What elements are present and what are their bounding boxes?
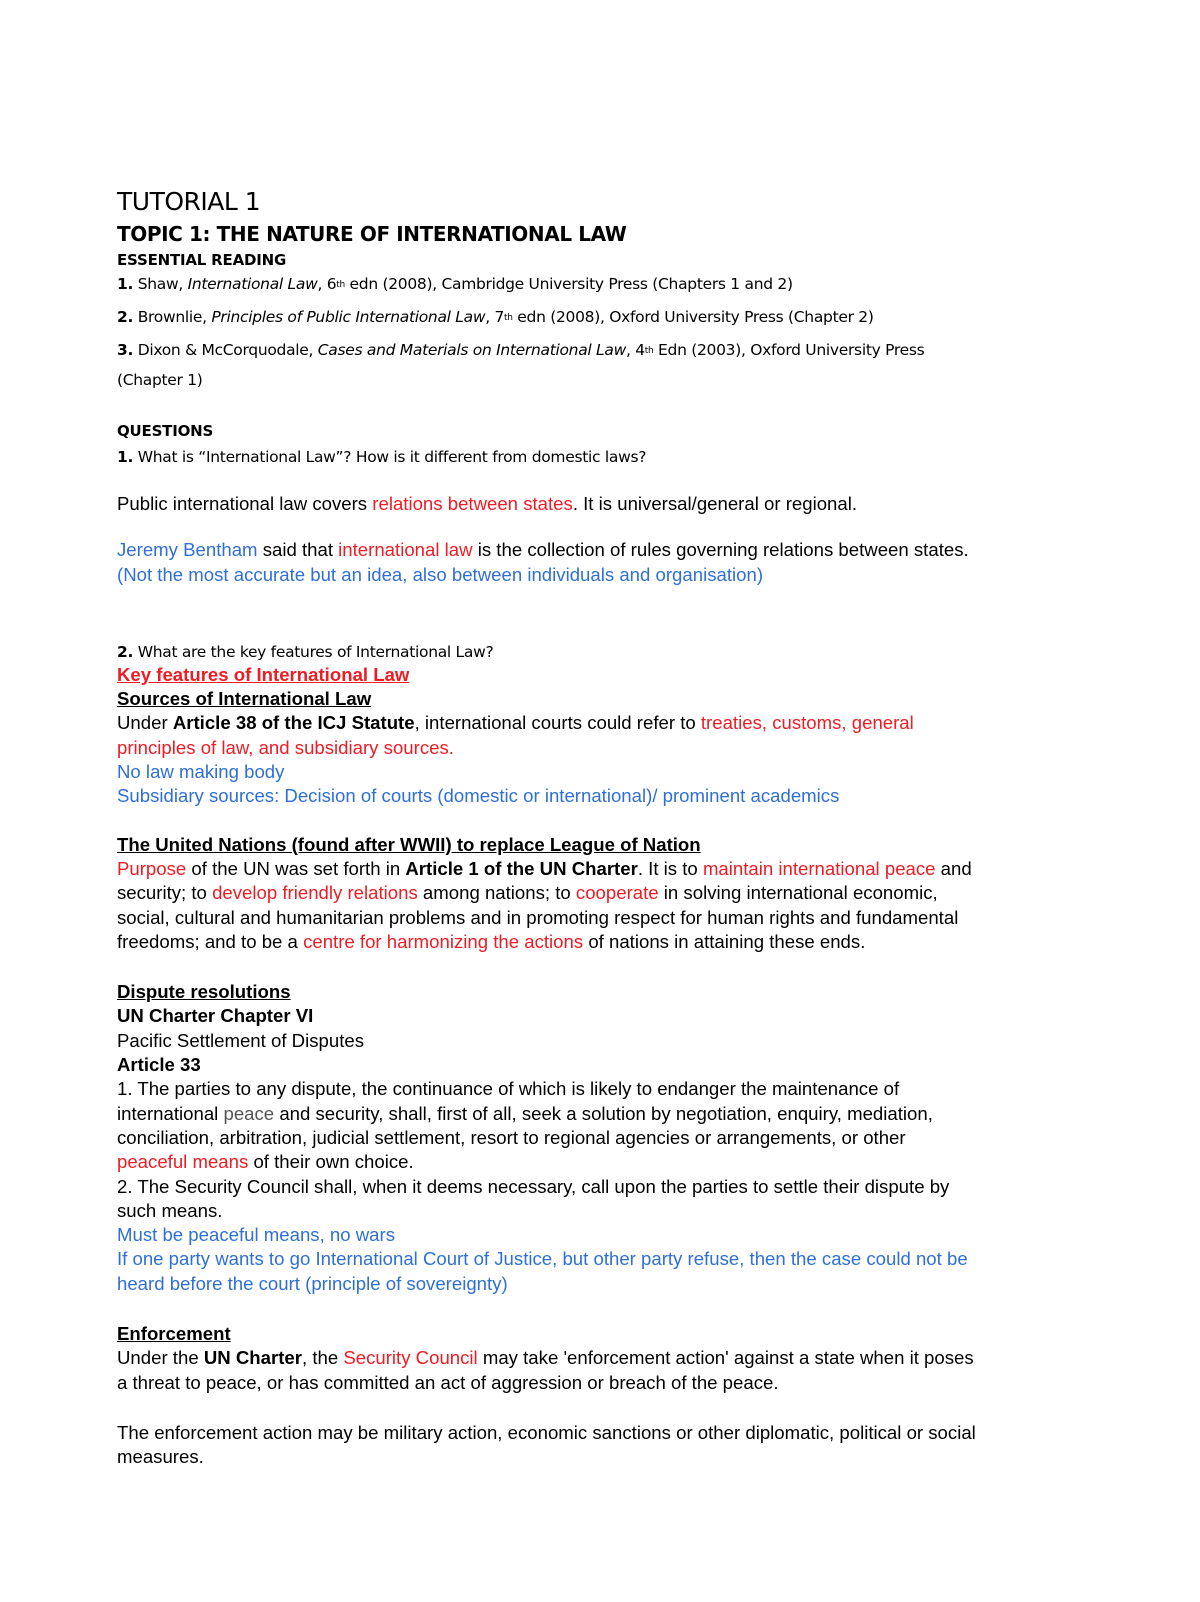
question-2: 2. What are the key features of International Law? (117, 642, 494, 661)
dispute-article: Article 33 (117, 1054, 201, 1076)
reading-item-1: 1. Shaw, International Law, 6th edn (2008), Cambridge University Press (Chapters 1 and 2) (117, 275, 793, 293)
dispute-subtitle: Pacific Settlement of Disputes (117, 1029, 364, 1051)
enforcement-heading: Enforcement (117, 1323, 231, 1345)
question-1: 1. What is “International Law”? How is it different from domestic laws? (117, 448, 647, 466)
document-page (117, 185, 1107, 1470)
reading-item-3: 3. Dixon & McCorquodale, Cases and Materials on International Law, 4th Edn (2003), Oxford University Press (Chapter 1) (117, 341, 925, 389)
sources-heading: Sources of International Law (117, 688, 372, 710)
tutorial-title: TUTORIAL 1 (117, 187, 261, 216)
sources-note-2: Subsidiary sources: Decision of courts (domestic or international)/ prominent academics (117, 785, 840, 807)
reading-heading: ESSENTIAL READING (117, 251, 287, 269)
un-heading: The United Nations (found after WWII) to replace League of Nation (117, 833, 701, 855)
dispute-note-2: If one party wants to go International Court of Justice, but other party refuse, then the case could not be heard before the court (principle of sovereignty) (117, 1248, 968, 1294)
answer-1-paragraph-2: Jeremy Bentham said that international law is the collection of rules governing relations between states. (Not the most accurate but an idea, also between individuals and organisation) (117, 539, 969, 585)
enforcement-paragraph-1: Under the UN Charter, the Security Council may take 'enforcement action' against a state when it poses a threat to peace, or has committed an act of aggression or breach of the peace. (117, 1347, 974, 1393)
questions-heading: QUESTIONS (117, 422, 214, 440)
answer-1-paragraph-1: Public international law covers relations between states. It is universal/general or regional. (117, 493, 858, 514)
dispute-chapter: UN Charter Chapter VI (117, 1005, 314, 1027)
dispute-heading: Dispute resolutions (117, 981, 291, 1003)
enforcement-paragraph-2: The enforcement action may be military action, economic sanctions or other diplomatic, political or social measures. (117, 1421, 976, 1468)
dispute-note-1: Must be peaceful means, no wars (117, 1224, 396, 1246)
key-features-heading: Key features of International Law (117, 663, 410, 685)
reading-item-2: 2. Brownlie, Principles of Public International Law, 7th edn (2008), Oxford University Press (Chapter 2) (117, 308, 874, 326)
article-33-text: 1. The parties to any dispute, the continuance of which is likely to endanger the maintenance of international peace and security, shall, first of all, seek a solution by negotiation, enquiry, mediation, conciliation, arbitration, judicial settlement, resort to regional agencies or arrangements, or other peaceful means of their own choice. 2. The Security Council shall, when it deems necessary, call upon the parties to settle their dispute by such means. (117, 1078, 950, 1221)
sources-note-1: No law making body (117, 761, 285, 783)
topic-title: TOPIC 1: THE NATURE OF INTERNATIONAL LAW (117, 222, 627, 246)
sources-paragraph: Under Article 38 of the ICJ Statute, international courts could refer to treaties, customs, general principles of law, and subsidiary sources. (117, 712, 914, 758)
un-paragraph: Purpose of the UN was set forth in Article 1 of the UN Charter. It is to maintain international peace and security; to develop friendly relations among nations; to cooperate in solving international economic, social, cultural and humanitarian problems and in promoting respect for human rights and fundamental freedoms; and to be a centre for harmonizing the actions of nations in attaining these ends. (117, 857, 972, 952)
